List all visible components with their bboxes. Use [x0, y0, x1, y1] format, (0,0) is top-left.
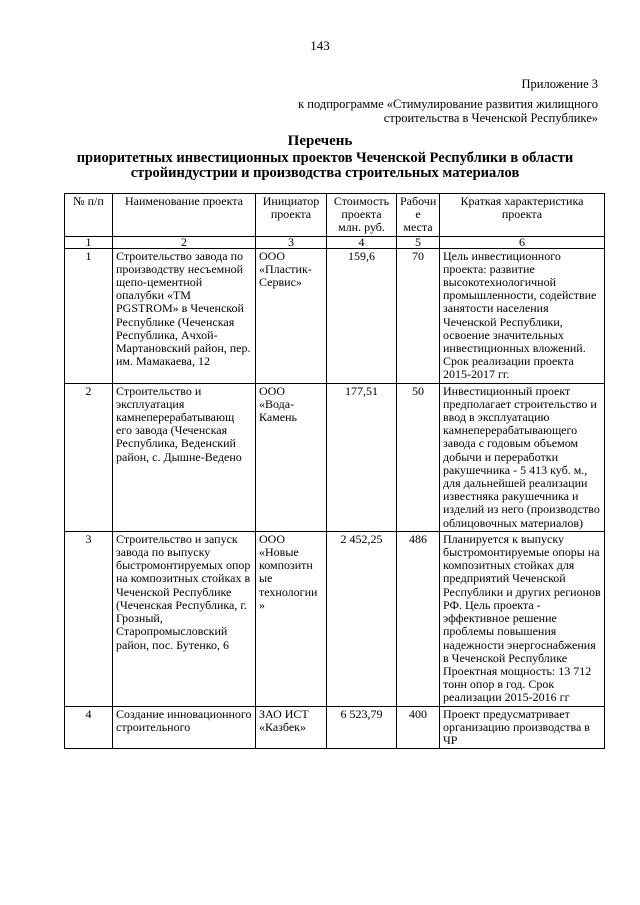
row-number: 4	[65, 706, 113, 749]
project-name: Строительство и запуск завода по выпуску быстромонтируемых опор на композитных стойках в Чеченской Республике (Чеченская Республика, г. Грозный, Старопромысловский район, пос. Бутенко, 6	[113, 531, 256, 706]
document-subtitle: приоритетных инвестиционных проектов Чеченской Республики в области стройиндустрии и производства строительных материалов	[76, 150, 574, 181]
project-initiator: ЗАО ИСТ «Казбек»	[256, 706, 327, 749]
project-cost: 2 452,25	[327, 531, 397, 706]
column-number: 2	[113, 236, 256, 248]
project-jobs: 70	[397, 248, 440, 383]
row-number: 3	[65, 531, 113, 706]
project-description: Инвестиционный проект предполагает строительство и ввод в эксплуатацию камнеперерабатывающего завода с годовым объемом добычи и переработки ракушечника - 5 413 куб. м., для дальнейшей реализации известняка ракушечника и изделий из него (производство облицовочных материалов)	[440, 383, 605, 531]
project-description: Планируется к выпуску быстромонтируемые опоры на композитных стойках для предприятий Чеченской Республики и других регионов РФ. Цель проекта - эффективное решение проблемы повышения надежности энергоснабжения в Чеченской Республике Проектная мощность: 13 712 тонн опор в год. Срок реализации 2015-2016 гг	[440, 531, 605, 706]
column-number: 3	[256, 236, 327, 248]
column-number: 4	[327, 236, 397, 248]
header-description: Краткая характеристика проекта	[440, 194, 605, 237]
project-cost: 159,6	[327, 248, 397, 383]
appendix-label: Приложение 3	[521, 77, 598, 91]
project-initiator: ООО «Пластик-Сервис»	[256, 248, 327, 383]
column-number: 6	[440, 236, 605, 248]
project-jobs: 50	[397, 383, 440, 531]
document-title: Перечень	[287, 133, 353, 149]
project-initiator: ООО «Новые композитн ые технологии »	[256, 531, 327, 706]
table-row	[65, 706, 605, 749]
project-name: Строительство завода по производству несъемной щепо-цементной опалубки «ТМ PGSTROM» в Чеченской Республике (Чеченская Республика, Ачхой-Мартановский район, пер. им. Мамакаева, 12	[113, 248, 256, 383]
header-num: № п/п	[65, 194, 113, 237]
project-initiator: ООО «Вода-Камень	[256, 383, 327, 531]
header-name: Наименование проекта	[113, 194, 256, 237]
column-number: 1	[65, 236, 113, 248]
column-number-row	[65, 236, 605, 248]
page-number: 143	[310, 38, 330, 53]
project-description: Проект предусматривает организацию производства в ЧР	[440, 706, 605, 749]
table-row	[65, 383, 605, 531]
header-cost: Стоимость проекта млн. руб.	[327, 194, 397, 237]
row-number: 1	[65, 248, 113, 383]
project-cost: 6 523,79	[327, 706, 397, 749]
header-jobs: Рабочи е места	[397, 194, 440, 237]
table-row	[65, 248, 605, 383]
project-description: Цель инвестиционного проекта: развитие высокотехнологичной промышленности, содействие занятости населения Чеченской Республики, освоение значительных инвестиционных вложений. Срок реализации проекта 2015-2017 гг.	[440, 248, 605, 383]
table-header-row	[65, 194, 605, 237]
projects-table	[64, 193, 605, 749]
project-name: Строительство и эксплуатация камнеперерабатывающ его завода (Чеченская Республика, Веденский район, с. Дышне-Ведено	[113, 383, 256, 531]
project-jobs: 486	[397, 531, 440, 706]
project-jobs: 400	[397, 706, 440, 749]
project-name: Создание инновационного строительного	[113, 706, 256, 749]
table-row	[65, 531, 605, 706]
column-number: 5	[397, 236, 440, 248]
project-cost: 177,51	[327, 383, 397, 531]
row-number: 2	[65, 383, 113, 531]
header-initiator: Инициатор проекта	[256, 194, 327, 237]
appendix-reference: к подпрограмме «Стимулирование развития жилищного строительства в Чеченской Республике»	[298, 97, 598, 125]
